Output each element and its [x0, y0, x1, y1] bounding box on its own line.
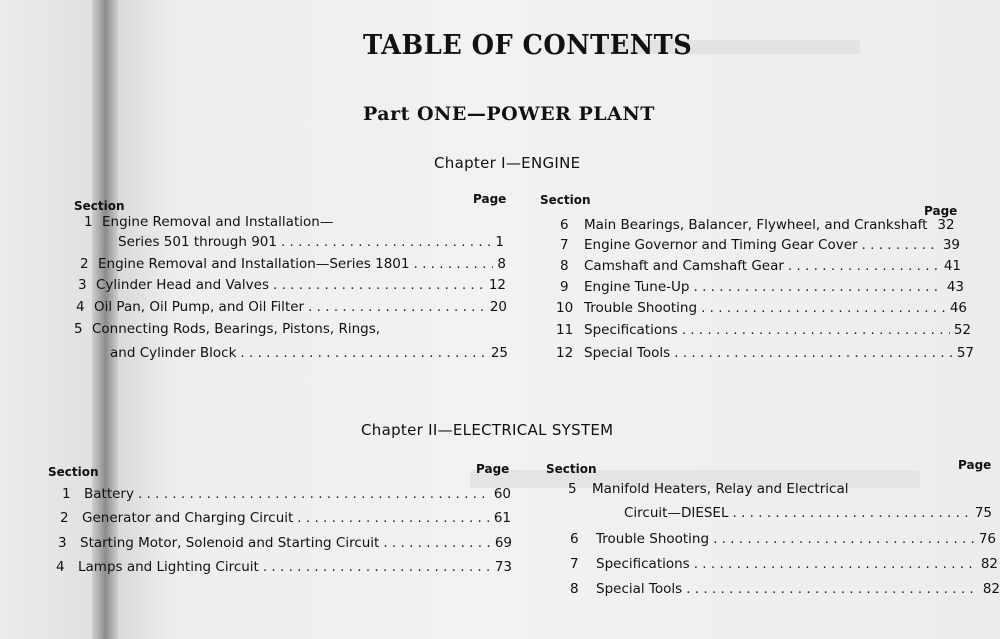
toc-entry: [90, 345, 508, 361]
section-title: Series 501 through 901: [118, 234, 277, 250]
dot-leader: [701, 300, 946, 316]
section-number: 2: [60, 510, 69, 526]
section-number: 2: [80, 256, 89, 272]
dot-leader: [263, 559, 491, 575]
toc-entry: [556, 322, 971, 338]
dot-leader: [732, 505, 970, 521]
page-number: 57: [956, 345, 974, 361]
section-number: 11: [556, 322, 574, 338]
page-number: 60: [493, 486, 511, 502]
dot-leader: [383, 535, 490, 551]
page-column-label: Page: [473, 192, 507, 206]
dot-leader: [694, 279, 943, 295]
page-number: 82: [980, 556, 998, 572]
section-title: Manifold Heaters, Relay and Electrical: [592, 481, 849, 497]
page-number: 46: [949, 300, 967, 316]
section-number: 4: [76, 299, 85, 315]
page-number: 32: [937, 217, 955, 233]
section-number: 3: [78, 277, 87, 293]
page-number: 43: [946, 279, 964, 295]
toc-entry: [56, 559, 512, 575]
section-title: Circuit—DIESEL: [624, 505, 729, 521]
section-title: Battery: [84, 486, 134, 502]
section-title: Camshaft and Camshaft Gear: [584, 258, 784, 274]
toc-entry: [58, 535, 512, 551]
page-number: 12: [488, 277, 506, 293]
section-title: Special Tools: [584, 345, 671, 361]
dot-leader: [273, 277, 485, 293]
section-number: 7: [570, 556, 579, 572]
chapter-2-heading: Chapter II—ELECTRICAL SYSTEM: [361, 421, 614, 439]
toc-entry: [80, 256, 506, 272]
section-title: Lamps and Lighting Circuit: [78, 559, 259, 575]
toc-entry: [556, 345, 974, 361]
section-title: Engine Removal and Installation—: [102, 214, 334, 230]
section-number: 4: [56, 559, 65, 575]
section-title: Starting Motor, Solenoid and Starting Circuit: [80, 535, 380, 551]
section-number: 8: [560, 258, 569, 274]
page-number: 39: [942, 237, 960, 253]
dot-leader: [308, 299, 486, 315]
page-number: 76: [978, 531, 996, 547]
dot-leader: [686, 581, 979, 597]
section-number: 8: [570, 581, 579, 597]
toc-entry: [556, 300, 967, 316]
page-column-label: Page: [958, 458, 992, 472]
dot-leader: [413, 256, 493, 272]
section-number: 7: [560, 237, 569, 253]
section-title: and Cylinder Block: [110, 345, 237, 361]
section-title: Specifications: [596, 556, 690, 572]
dot-leader: [682, 322, 950, 338]
section-number: 12: [556, 345, 574, 361]
page-title: TABLE OF CONTENTS: [363, 30, 693, 61]
dot-leader: [297, 510, 490, 526]
section-title: Engine Removal and Installation—Series 1801: [98, 256, 410, 272]
dot-leader: [713, 531, 975, 547]
section-number: 6: [570, 531, 579, 547]
toc-entry: [98, 234, 504, 250]
dot-leader: [281, 234, 491, 250]
section-number: 3: [58, 535, 67, 551]
toc-entry: [560, 217, 958, 233]
dot-leader: [694, 556, 977, 572]
chapter-1-heading: Chapter I—ENGINE: [434, 154, 581, 172]
page-number: 41: [943, 258, 961, 274]
page-number: 75: [974, 505, 992, 521]
toc-entry: [62, 486, 511, 502]
section-title: Connecting Rods, Bearings, Pistons, Rings,: [92, 321, 381, 337]
dot-leader: [674, 345, 953, 361]
dot-leader: [788, 258, 940, 274]
toc-entry: [60, 510, 511, 526]
toc-entry: [560, 237, 960, 253]
page-number: 69: [494, 535, 512, 551]
section-number: 6: [560, 217, 569, 233]
section-column-label: Section: [74, 199, 125, 213]
section-number: 1: [84, 214, 93, 230]
page-column-label: Page: [924, 204, 958, 218]
section-title: Special Tools: [596, 581, 683, 597]
page-number: 82: [982, 581, 1000, 597]
toc-entry: [74, 321, 507, 337]
page-column-label: Page: [476, 462, 510, 476]
part-heading: Part ONE—POWER PLANT: [363, 103, 655, 125]
toc-entry: [568, 481, 988, 497]
section-column-label: Section: [48, 465, 99, 479]
section-number: 1: [62, 486, 71, 502]
page-number: 8: [497, 256, 506, 272]
section-title: Engine Governor and Timing Gear Cover: [584, 237, 858, 253]
section-title: Specifications: [584, 322, 678, 338]
page-number: 25: [490, 345, 508, 361]
section-number: 9: [560, 279, 569, 295]
toc-entry: [76, 299, 507, 315]
section-number: 10: [556, 300, 574, 316]
toc-entry: [570, 581, 1000, 597]
toc-entry: [570, 556, 998, 572]
toc-entry: [78, 277, 506, 293]
section-title: Generator and Charging Circuit: [82, 510, 294, 526]
dot-leader: [138, 486, 490, 502]
toc-entry: [592, 505, 992, 521]
toc-entry: [560, 258, 961, 274]
section-title: Cylinder Head and Valves: [96, 277, 270, 293]
page-number: 73: [494, 559, 512, 575]
page-number: 20: [489, 299, 507, 315]
page-number: 52: [953, 322, 971, 338]
page-number: 61: [493, 510, 511, 526]
dot-leader: [862, 237, 939, 253]
section-column-label: Section: [540, 193, 591, 207]
page-number: 1: [495, 234, 504, 250]
toc-entry: [84, 214, 504, 230]
dot-leader: [240, 345, 486, 361]
section-title: Trouble Shooting: [584, 300, 698, 316]
section-title: Main Bearings, Balancer, Flywheel, and Crankshaft: [584, 217, 928, 233]
section-title: Oil Pan, Oil Pump, and Oil Filter: [94, 299, 305, 315]
toc-entry: [560, 279, 964, 295]
section-number: 5: [568, 481, 577, 497]
section-title: Engine Tune-Up: [584, 279, 690, 295]
toc-entry: [570, 531, 996, 547]
section-number: 5: [74, 321, 83, 337]
section-column-label: Section: [546, 462, 597, 476]
section-title: Trouble Shooting: [596, 531, 710, 547]
